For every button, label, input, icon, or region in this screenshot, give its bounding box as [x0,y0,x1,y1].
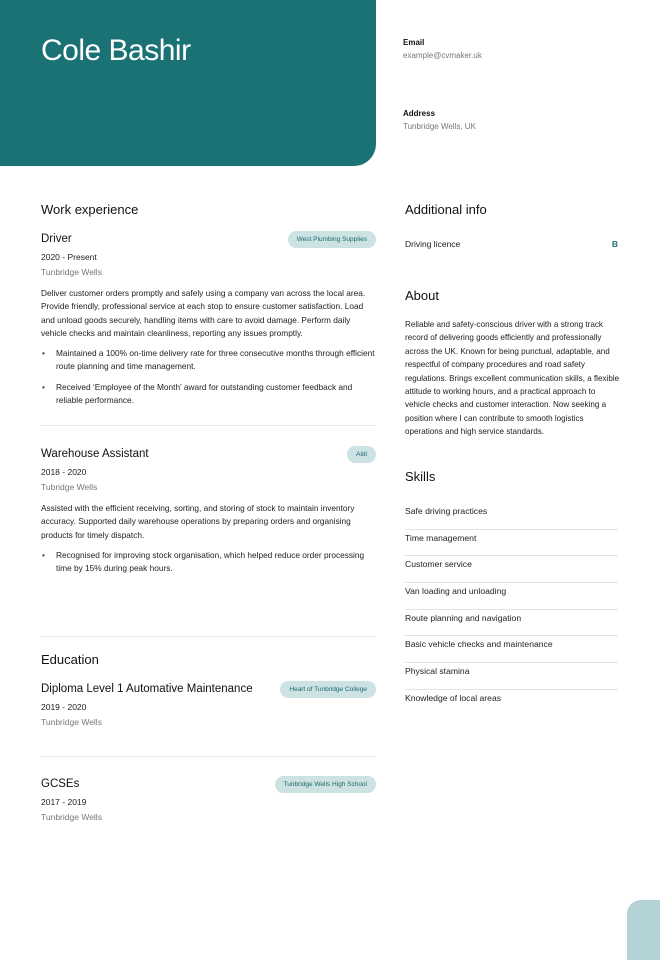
corner-decoration [627,900,660,960]
company-badge: West Plumbing Supplies [288,231,376,248]
education-dates: 2019 - 2020 [41,702,87,712]
email-label: Email [403,38,425,47]
job-description: Assisted with the efficient receiving, sorting, and storing of stock to maintain inventory accuracy. Supported daily warehouse operations by preparing orders and organising products for timely dispatch. [41,503,355,540]
about-heading: About [405,288,439,303]
contact-address [403,109,476,131]
skill-item: Route planning and navigation [405,610,618,637]
contact-email [403,38,482,60]
additional-info-heading: Additional info [405,202,487,217]
work-entry [41,448,376,582]
skill-item: Customer service [405,556,618,583]
achievement-item: • Recognised for improving stock organisation, which helped reduce order processing time by 15% during peak hours. [41,549,376,576]
work-entry [41,233,376,414]
skill-item: Time management [405,530,618,557]
driving-licence-row [405,239,618,249]
address-value: Tunbridge Wells, UK [403,122,476,131]
skill-item: Physical stamina [405,663,618,690]
work-experience-heading: Work experience [41,202,139,217]
job-title: Driver [41,233,72,245]
education-entry [41,683,376,727]
address-label: Address [403,109,436,118]
education-location: Tunbridge Wells [41,812,102,822]
email-value[interactable]: example@cvmaker.uk [403,51,482,60]
company-badge: Aldi [347,446,376,463]
divider [41,425,376,426]
education-location: Tunbridge Wells [41,717,102,727]
header-band [0,0,376,166]
job-title: Warehouse Assistant [41,448,149,460]
about-text: Reliable and safety-conscious driver with a strong track record of delivering goods efficiently and professionally across the UK. Known for being punctual, adaptable, and respectful of company procedures and road safety regulations. Brings excellent communication skills, a flexible attitude to working hours, and a practical approach to vehicle checks and customer interaction. Now seeking a position where I can contribute to smooth logistics operations and high service standards. [405,320,620,437]
skill-item: Van loading and unloading [405,583,618,610]
job-dates: 2018 - 2020 [41,467,87,477]
school-badge: Heart of Tunbridge College [280,681,376,698]
job-location: Tubridge Wells [41,482,98,492]
achievements-list [41,347,376,407]
qualification-title: Diploma Level 1 Automative Maintenance [41,683,253,695]
skill-item: Basic vehicle checks and maintenance [405,636,618,663]
achievement-item: • Received ‘Employee of the Month’ award for outstanding customer feedback and reliable performance. [41,381,376,408]
candidate-name: Cole Bashir [41,34,191,67]
divider [41,636,376,637]
education-dates: 2017 - 2019 [41,797,87,807]
skill-item: Knowledge of local areas [405,692,502,703]
info-value: B [611,239,618,249]
skills-list [405,503,618,716]
qualification-title: GCSEs [41,778,80,790]
school-badge: Tunbridge Wells High School [275,776,376,793]
job-description: Deliver customer orders promptly and safely using a company van across the local area. Provide friendly, professional service at each stop to ensure customer satisfaction. Load and unload goods securely, handling items with care to avoid damage. Perform daily vehicle checks and maintain cleanliness, reporting any issues promptly. [41,288,366,338]
education-entry [41,778,376,822]
info-label: Driving licence [405,239,461,249]
job-dates: 2020 - Present [41,252,97,262]
skill-item: Safe driving practices [405,503,618,530]
divider [41,756,376,757]
job-location: Tunbridge Wells [41,267,102,277]
education-heading: Education [41,652,99,667]
achievements-list [41,549,376,576]
achievement-item: • Maintained a 100% on-time delivery rate for three consecutive months through efficient route planning and time management. [41,347,376,374]
skills-heading: Skills [405,469,436,484]
